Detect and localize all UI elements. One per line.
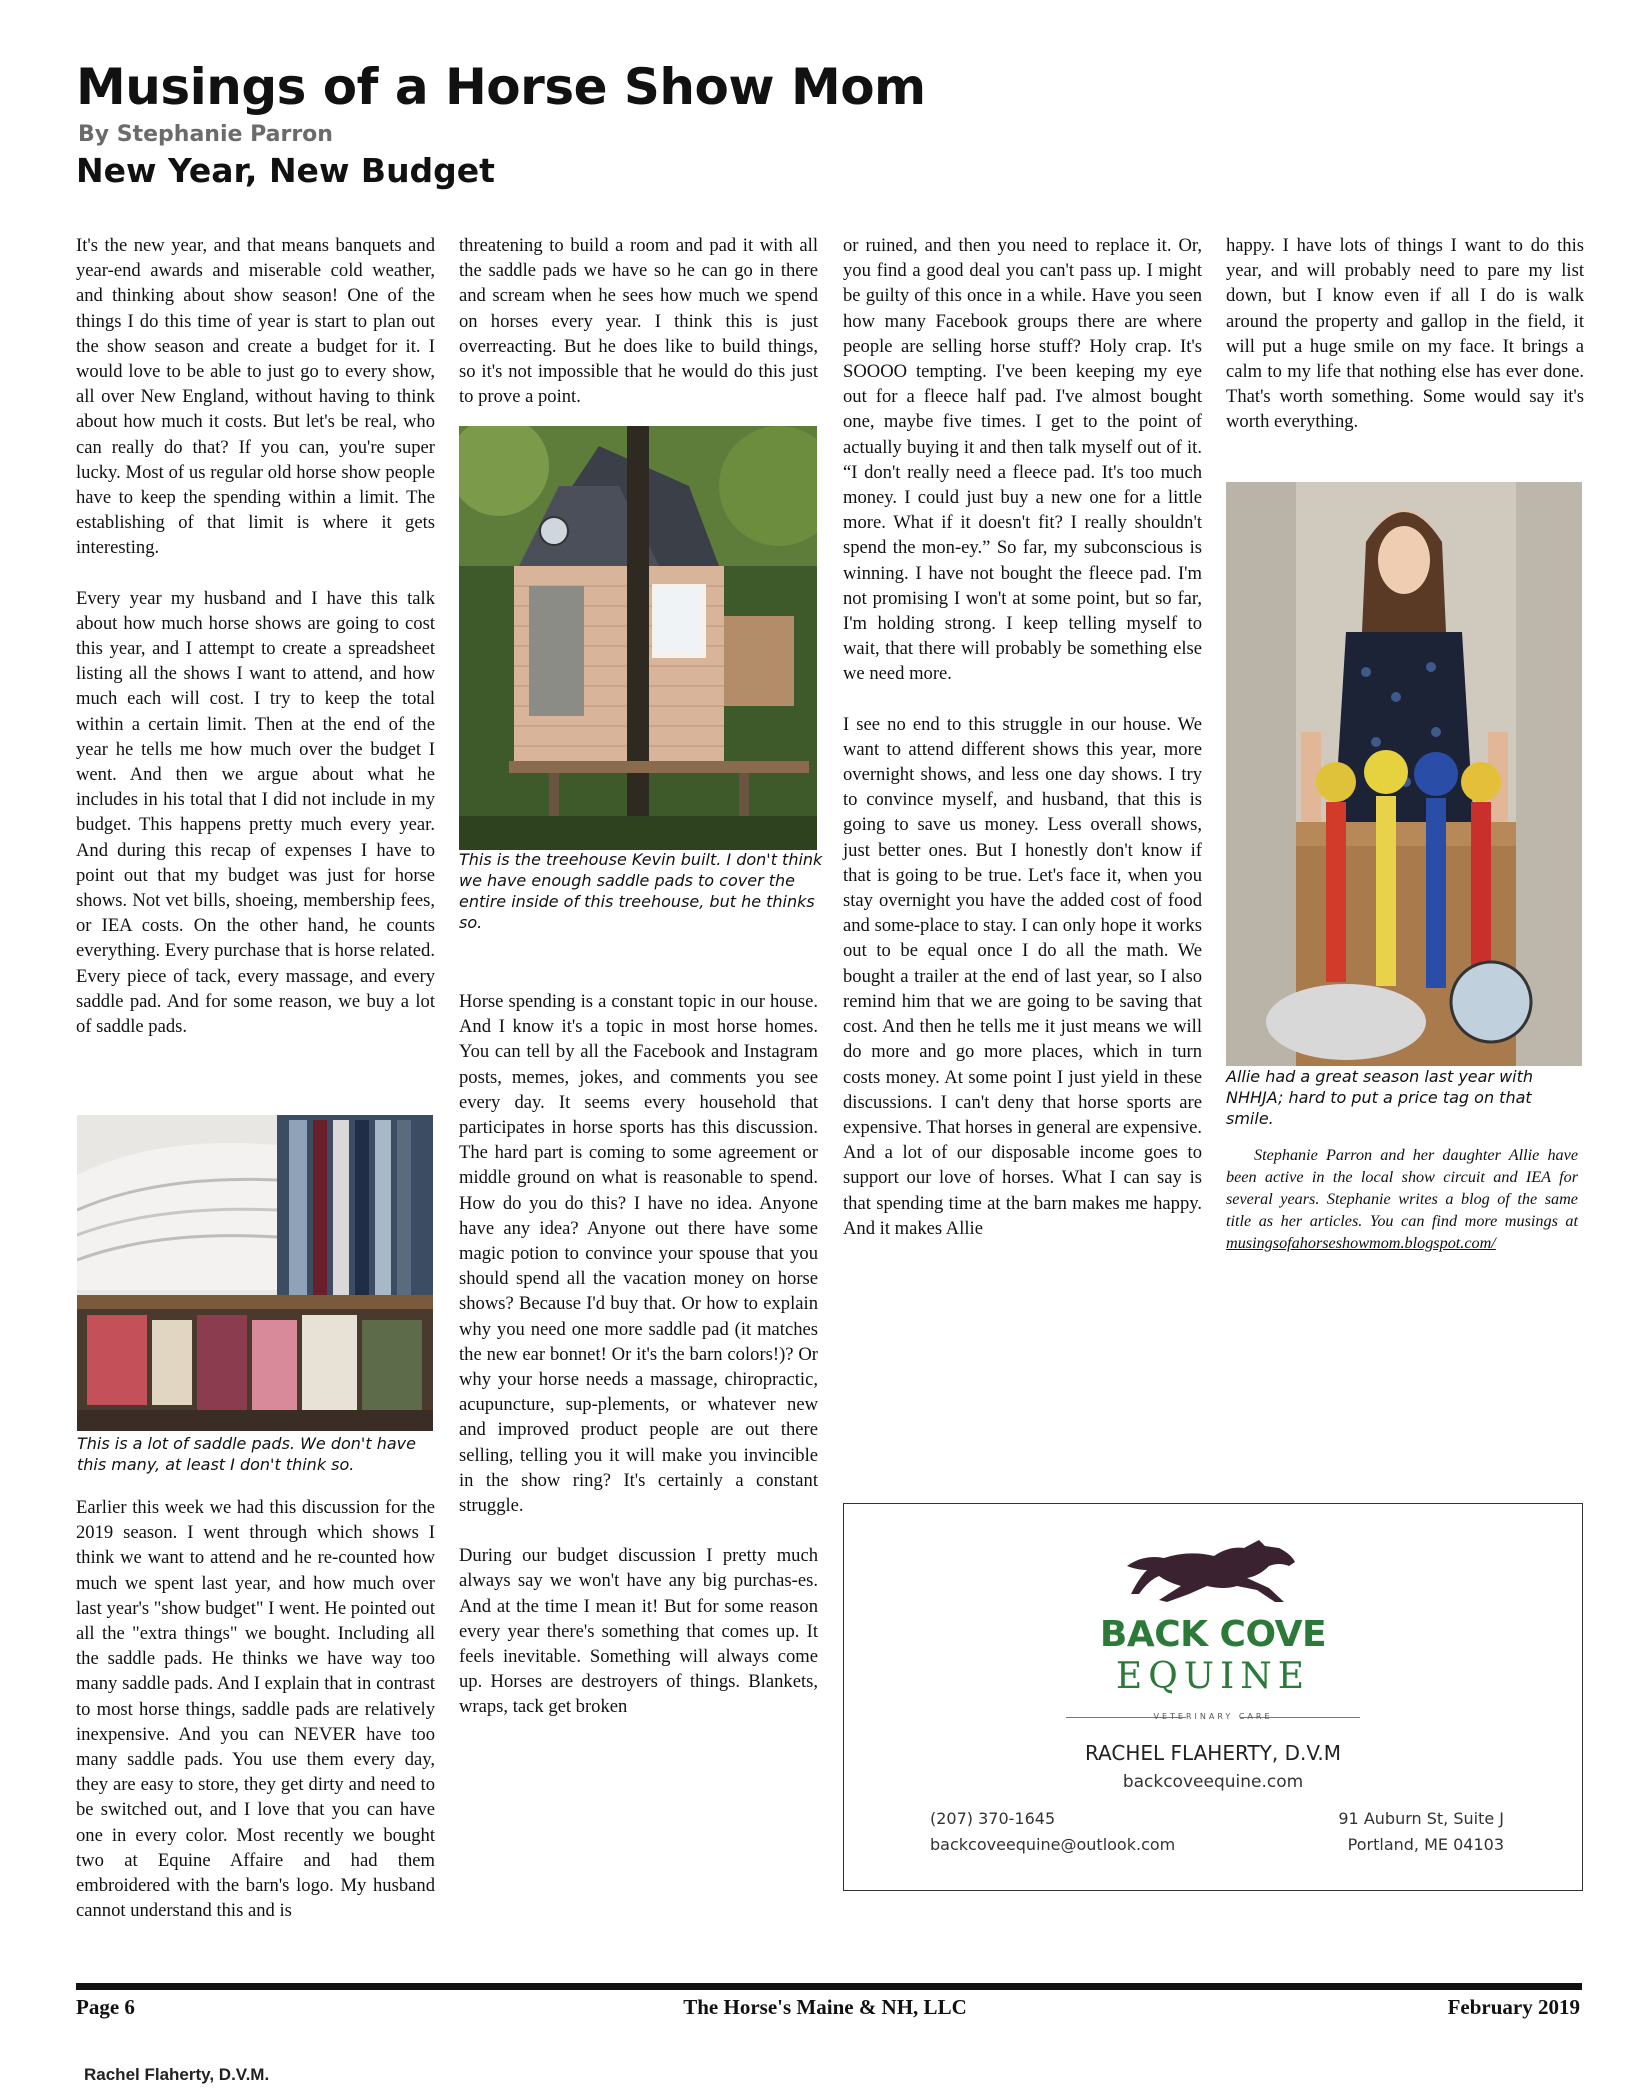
address-line1: 91 Auburn St, Suite J <box>1338 1809 1504 1828</box>
column-3 <box>843 233 1202 1241</box>
brand-tagline: VETERINARY CARE <box>1153 1712 1273 1721</box>
paragraph: During our budget discussion I pretty much always say we won't have any big purchas-es. And at the time I mean it! But for some reason every year there's something that comes up. It feels inevitable. Something will always come up. Horses are destroyers of things. Blankets, wraps, tack get broken <box>459 1545 818 1718</box>
paragraph: Earlier this week we had this discussion for the 2019 season. I went through which shows I think we want to attend and he re-counted how much we spent last year, and how much over last year's "show budget" I went. He pointed out all the "extra things" we bought. Including all the saddle pads. He thinks we have way too many saddle pads. And I explain that in contrast to most horse things, saddle pads are relatively inexpensive. And you can NEVER have too many saddle pads. You use them every day, they are easy to store, they get dirty and need to be switched out, and I love that you can have one in every color. Most recently we bought two at Equine Affaire and had them embroidered with the barn's logo. My husband cannot understand this and is <box>76 1497 435 1922</box>
column-4 <box>1226 233 1584 435</box>
paragraph: Every year my husband and I have this talk about how much horse shows are going to cost this year, and I attempt to create a spreadsheet listing all the shows I want to attend, and how much each will cost. I try to keep the total within a certain limit. Then at the end of the year he tells me how much over the budget I went. And then we argue about what he includes in his total that I did not include in my budget. This happens pretty much every year. And during this recap of expenses I have to point out that my budget was just for horse shows. Not vet bills, shoeing, membership fees, or IEA costs. On the other hand, he counts everything. Every purchase that is horse related. Every piece of tack, every massage, and every saddle pad. And for some reason, we buy a lot of saddle pads. <box>76 587 435 1038</box>
article-title: Musings of a Horse Show Mom <box>76 58 926 116</box>
brand-name-line2: EQUINE <box>1115 1656 1311 1697</box>
address <box>1318 1806 1504 1858</box>
horse-logo-icon <box>1119 1536 1309 1606</box>
column-2 <box>459 233 818 409</box>
brand-name-line1: BACK COVE <box>1099 1614 1327 1655</box>
page-number: Page 6 <box>76 1995 135 2019</box>
doctor-name: RACHEL FLAHERTY, D.V.M <box>1084 1741 1342 1765</box>
phone[interactable]: (207) 370-1645 <box>930 1809 1056 1828</box>
allie-caption: Allie had a great season last year with NHHJA; hard to put a price tag on that smile. <box>1226 1067 1534 1128</box>
column-2-continued <box>459 989 818 1720</box>
column-1 <box>76 233 435 1039</box>
article-subtitle: New Year, New Budget <box>76 151 495 190</box>
advertiser-stamp: Rachel Flaherty, D.V.M. <box>84 2065 270 2084</box>
issue-date: February 2019 <box>1447 1995 1580 2019</box>
column-1-continued <box>76 1495 435 1923</box>
treehouse-photo <box>459 426 817 850</box>
saddle-pads-caption: This is a lot of saddle pads. We don't have this many, at least I don't think so. <box>77 1434 416 1474</box>
back-cove-equine-ad <box>843 1503 1583 1891</box>
blog-link[interactable]: musingsofahorseshowmom.blogspot.com/ <box>1226 1234 1496 1252</box>
website[interactable]: backcoveequine.com <box>1122 1772 1304 1792</box>
paragraph: or ruined, and then you need to replace it. Or, you find a good deal you can't pass up. I might be guilty of this once in a while. Have you seen how many Facebook groups there are where people are selling horse stuff? Holy crap. It's SOOOO tempting. I've been keeping my eye out for a fleece half pad. I've almost bought one, maybe five times. I get to the point of actually buying it and then talk myself out of it. “I don't really need a fleece pad. It's too much money. I could just buy a new one for a little more. What if it doesn't fit? I really shouldn't spend the mon-ey.” So far, my subconscious is winning. I have not bought the fleece pad. I'm not promising I won't at some point, but so far, I'm holding strong. I keep telling myself to wait, that there will probably be something else we need more. <box>843 235 1202 685</box>
paragraph: happy. I have lots of things I want to do this year, and will probably need to pare my list down, but I know even if all I do is walk around the property and gallop in the field, it will put a huge smile on my face. It brings a calm to my life that nothing else has ever done. That's worth something. Some would say it's worth everything. <box>1226 235 1584 433</box>
address-line2: Portland, ME 04103 <box>1347 1835 1504 1854</box>
author-bio <box>1226 1144 1578 1254</box>
contact-left <box>930 1806 1175 1858</box>
email[interactable]: backcoveequine@outlook.com <box>930 1835 1176 1854</box>
saddle-pads-photo <box>77 1115 433 1431</box>
treehouse-caption: This is the treehouse Kevin built. I don't think we have enough saddle pads to cover the entire inside of this treehouse, but he thinks so. <box>459 850 823 932</box>
horse-silhouette <box>1127 1540 1295 1602</box>
byline: By Stephanie Parron <box>78 122 333 147</box>
paragraph: I see no end to this struggle in our house. We want to attend different shows this year, more overnight shows, and less one day shows. I try to convince myself, and husband, that this is going to save us money. Less overall shows, just better ones. But I honestly don't know if that is going to be true. Let's face it, when you stay overnight you have the added cost of food and some-place to stay. I can only hope it works out to be equal once I do all the math. We bought a trailer at the end of last year, so I also remind him that we are going to be saving that cost. And then he tells me it just means we will do more and go more places, which in turn costs money. At some point I just yield in these discussions. I can't deny that horse sports are expensive. That horses in general are expensive. And a lot of our disposable income goes to support our love of horses. What I can say is that spending time at the barn makes me happy. And it makes Allie <box>843 713 1203 1239</box>
footer-rule <box>76 1983 1582 1990</box>
author-bio-text: Stephanie Parron and her daughter Allie have been active in the local show circuit and IEA for several years. Stephanie writes a blog of the same title as her articles. You can find more musings at <box>1226 1146 1578 1230</box>
paragraph: threatening to build a room and pad it with all the saddle pads we have so he can go in there and scream when he sees how much we spend on horses every year. I think this is just overreacting. But he does like to build things, so it's not impossible that he would do this just to prove a point. <box>459 235 818 408</box>
paragraph: It's the new year, and that means banquets and year-end awards and miserable cold weather, and thinking about show season! One of the things I do this time of year is start to plan out the show season and create a budget for it. I would love to be able to just go to every show, all over New England, without having to think about how much it costs. But let's be real, who can really do that? If you can, you're super lucky. Most of us regular old horse show people have to keep the spending within a limit. The establishing of that limit is where it gets interesting. <box>76 235 435 559</box>
publication-name: The Horse's Maine & NH, LLC <box>683 1995 967 2019</box>
allie-photo <box>1226 482 1582 1066</box>
paragraph: Horse spending is a constant topic in our house. And I know it's a topic in most horse homes. You can tell by all the Facebook and Instagram posts, memes, jokes, and comments you see every day. It seems every household that participates in horse sports has this discussion. The hard part is coming to some agreement or middle ground on what is reasonable to spend. How do you do this? I have no idea. Anyone have any idea? Anyone out there have some magic potion to convince your spouse that you should spend all the vacation money on horse shows? Because I'd buy that. Or how to explain why you need one more saddle pad (it matches the new ear bonnet! Or it's the barn colors!)? Or why your horse needs a massage, chiropractic, acupuncture, sup-plements, or whatever new and improved product people are out there selling, telling you it will make you invincible in the show ring? It's certainly a constant struggle. <box>459 991 818 1517</box>
